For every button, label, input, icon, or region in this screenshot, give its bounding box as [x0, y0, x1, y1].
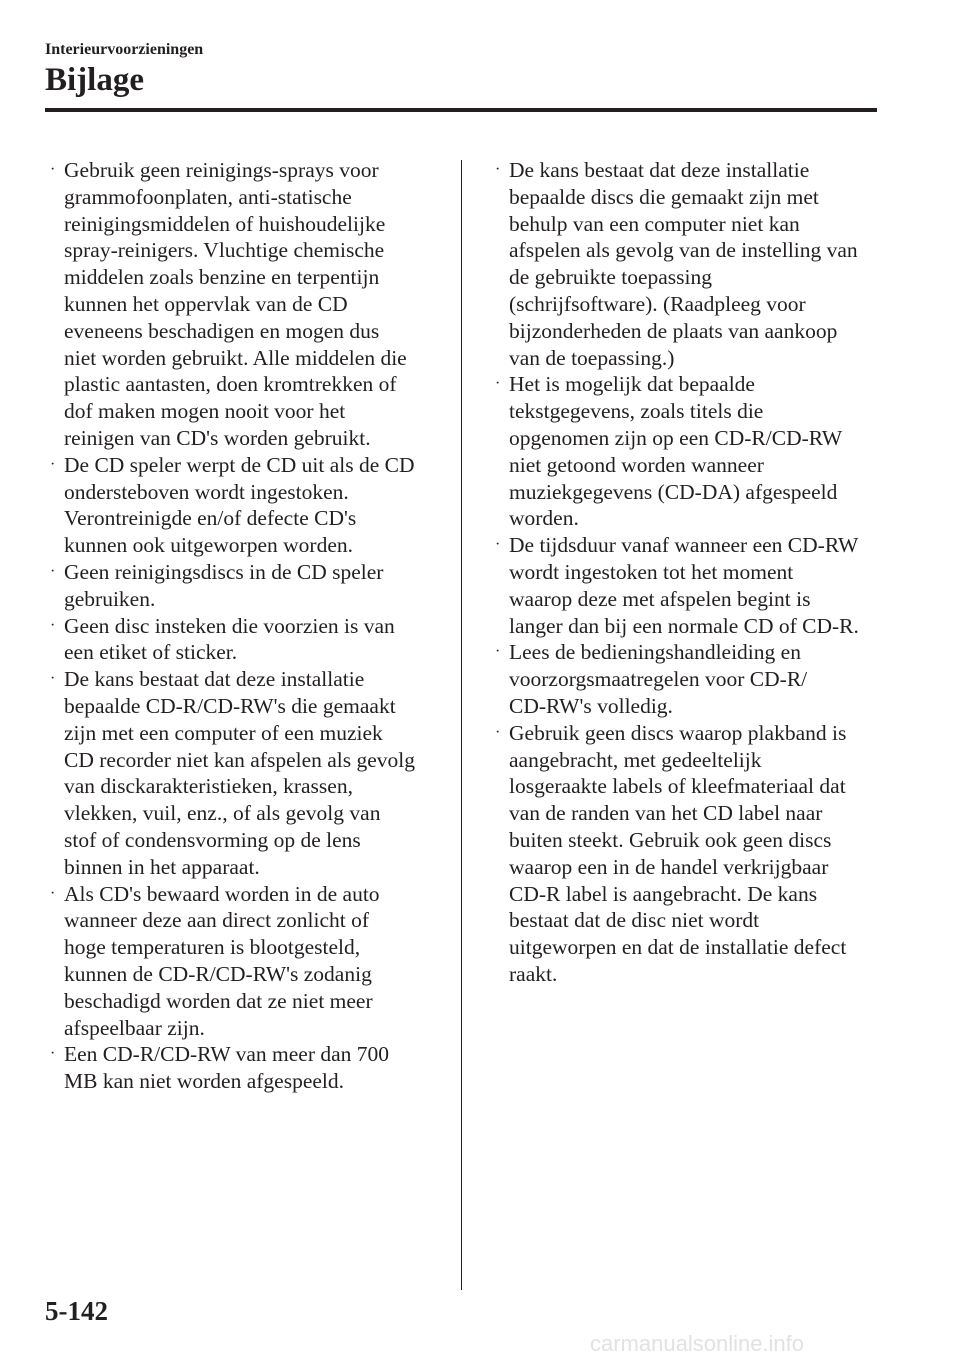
- bullet-icon: ·: [495, 375, 501, 393]
- bullet-icon: ·: [50, 884, 56, 902]
- bullet-item: [490, 639, 880, 719]
- page-header: [45, 40, 877, 100]
- bullet-text: De tijdsduur vanaf wanneer een CD-RW wordt ingestoken tot het moment waarop deze met afspelen begint is langer dan bij een normale CD of CD-R.: [509, 533, 859, 638]
- bullet-icon: ·: [50, 161, 56, 178]
- bullet-item: [490, 157, 880, 371]
- page-title: Bijlage: [45, 62, 144, 98]
- bullet-text: De kans bestaat dat deze installatie bepaalde CD-R/CD-RW's die gemaakt zijn met een computer of een muziek CD recorder niet kan afspelen als gevolg van disckarakteristieken, krassen, vlekken, vuil, enz., of als gevolg van stof of condensvorming op de lens binnen in het apparaat.: [64, 667, 416, 879]
- bullet-item: [490, 532, 880, 639]
- bullet-text: Als CD's bewaard worden in de auto wanneer deze aan direct zonlicht of hoge temperaturen is blootgesteld, kunnen de CD-R/CD-RW's zodanig beschadigd worden dat ze niet meer afspeelbaar zijn.: [64, 881, 380, 1040]
- bullet-icon: ·: [50, 562, 56, 580]
- bullet-icon: ·: [495, 161, 501, 178]
- bullet-icon: ·: [50, 670, 56, 688]
- bullet-icon: ·: [495, 643, 501, 661]
- left-column: [45, 157, 440, 1095]
- bullet-icon: ·: [495, 536, 501, 554]
- bullet-item: [490, 720, 880, 988]
- column-divider: [461, 160, 462, 1290]
- bullet-item: [45, 1041, 440, 1095]
- bullet-text: Lees de bedieningshandleiding en voorzorgsmaatregelen voor CD-R/ CD-RW's volledig.: [509, 640, 808, 718]
- bullet-item: [45, 452, 440, 559]
- bullet-text: De kans bestaat dat deze installatie bepaalde discs die gemaakt zijn met behulp van een computer niet kan afspelen als gevolg van de instelling van de gebruikte toepassing (schrijfsoftware). (Raadpleeg voor bijzonderheden de plaats van aankoop van de toepassing.): [509, 158, 858, 370]
- bullet-text: Het is mogelijk dat bepaalde tekstgegevens, zoals titels die opgenomen zijn op een CD-R/CD-RW niet getoond worden wanneer muziekgegevens (CD-DA) afgespeeld worden.: [509, 372, 843, 531]
- bullet-text: Een CD-R/CD-RW van meer dan 700 MB kan niet worden afgespeeld.: [64, 1042, 390, 1094]
- bullet-item: [45, 881, 440, 1042]
- watermark: carmanualsonline.info: [590, 1331, 805, 1356]
- bullet-icon: ·: [495, 723, 501, 741]
- bullet-item: [490, 371, 880, 532]
- section-label: Interieurvoorzieningen: [45, 41, 204, 58]
- right-column: [490, 157, 880, 988]
- bullet-icon: ·: [50, 616, 56, 634]
- right-bullet-list: [490, 157, 880, 988]
- bullet-icon: ·: [50, 455, 56, 473]
- left-bullet-list: [45, 157, 440, 1095]
- bullet-item: [45, 613, 440, 667]
- bullet-item: [45, 559, 440, 613]
- bullet-text: Geen disc insteken die voorzien is van een etiket of sticker.: [64, 613, 395, 665]
- bullet-text: De CD speler werpt de CD uit als de CD ondersteboven wordt ingestoken. Verontreinigde en/of defecte CD's kunnen ook uitgeworpen worden.: [64, 452, 415, 558]
- bullet-icon: ·: [50, 1045, 56, 1063]
- bullet-item: [45, 666, 440, 880]
- bullet-item: [45, 157, 440, 452]
- bullet-text: Gebruik geen reinigings-sprays voor grammofoonplaten, anti-statische reinigingsmiddelen of huishoudelijke spray-reinigers. Vluchtige chemische middelen zoals benzine en terpentijn kunnen het oppervlak van de CD eveneens beschadigen en mogen dus niet worden gebruikt. Alle middelen die plastic aantasten, doen kromtrekken of dof maken mogen nooit voor het reinigen van CD's worden gebruikt.: [64, 158, 407, 450]
- page-number: 5-142: [45, 1296, 108, 1326]
- bullet-text: Gebruik geen discs waarop plakband is aangebracht, met gedeeltelijk losgeraakte labels of kleefmateriaal dat van de randen van het CD label naar buiten steekt. Gebruik ook geen discs waarop een in de handel verkrijgbaar CD-R label is aangebracht. De kans bestaat dat de disc niet wordt uitgeworpen en dat de installatie defect raakt.: [509, 720, 847, 986]
- header-rule: [45, 108, 877, 112]
- bullet-text: Geen reinigingsdiscs in de CD speler gebruiken.: [64, 559, 384, 611]
